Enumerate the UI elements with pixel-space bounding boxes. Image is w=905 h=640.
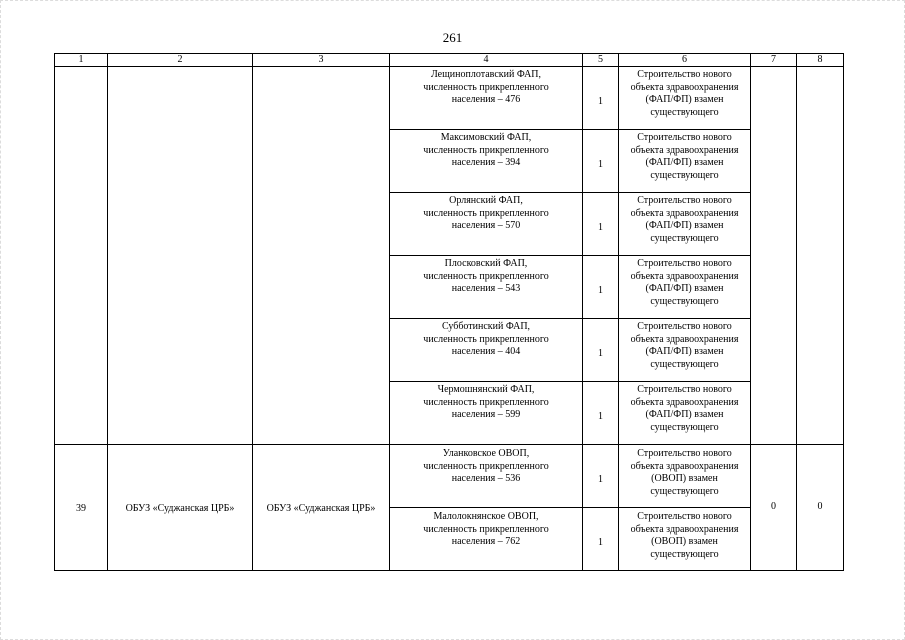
- cell-line: численность прикрепленного: [423, 207, 549, 219]
- action-cell: [619, 382, 751, 445]
- header-cell: 2: [108, 54, 253, 67]
- count-cell: 1: [583, 508, 619, 571]
- cell-line: существующего: [650, 421, 719, 433]
- col8-value-cell: 0: [797, 445, 844, 571]
- cell-line: численность прикрепленного: [423, 144, 549, 156]
- object-cell: [390, 382, 583, 445]
- table-body: [55, 54, 844, 571]
- cell-line: (ФАП/ФП) взамен: [645, 346, 724, 357]
- cell-line: Орлянский ФАП,: [449, 195, 523, 206]
- action-cell: [619, 193, 751, 256]
- cell-line: существующего: [650, 169, 719, 181]
- cell-line: существующего: [650, 548, 719, 560]
- action-cell: [619, 319, 751, 382]
- header-cell: 7: [751, 54, 797, 67]
- facilities-table: [54, 53, 844, 571]
- cell-line: (ФАП/ФП) взамен: [645, 409, 724, 420]
- cell-line: Плосковский ФАП,: [444, 258, 528, 269]
- col7-value-cell: 0: [751, 445, 797, 571]
- cell-line: Строительство нового: [637, 448, 732, 459]
- page-number: 261: [442, 30, 463, 45]
- action-cell: [619, 130, 751, 193]
- cell-line: населения – 394: [451, 157, 521, 168]
- cell-line: численность прикрепленного: [423, 523, 549, 535]
- cell-line: Лещиноплотавский ФАП,: [430, 69, 542, 80]
- count-cell: 1: [583, 256, 619, 319]
- cell-line: численность прикрепленного: [423, 333, 549, 345]
- cell-line: Строительство нового: [637, 321, 732, 332]
- object-cell: [390, 193, 583, 256]
- header-cell: 5: [583, 54, 619, 67]
- cell-line: Строительство нового: [637, 511, 732, 522]
- facility-cell: ОБУЗ «Суджанская ЦРБ»: [253, 445, 390, 571]
- count-cell: 1: [583, 67, 619, 130]
- empty-cell-col3: [253, 67, 390, 445]
- cell-line: существующего: [650, 295, 719, 307]
- cell-line: объекта здравоохранения: [630, 270, 739, 282]
- cell-line: населения – 599: [451, 409, 521, 420]
- cell-line: Субботинский ФАП,: [441, 321, 531, 332]
- object-cell: [390, 67, 583, 130]
- cell-line: объекта здравоохранения: [630, 396, 739, 408]
- cell-line: объекта здравоохранения: [630, 333, 739, 345]
- header-cell: 8: [797, 54, 844, 67]
- cell-line: объекта здравоохранения: [630, 81, 739, 93]
- empty-cell-col2: [108, 67, 253, 445]
- table-row: [55, 445, 844, 508]
- cell-line: существующего: [650, 358, 719, 370]
- cell-line: существующего: [650, 232, 719, 244]
- cell-line: существующего: [650, 485, 719, 497]
- action-cell: [619, 256, 751, 319]
- header-cell: 3: [253, 54, 390, 67]
- count-cell: 1: [583, 319, 619, 382]
- object-cell: [390, 319, 583, 382]
- cell-line: населения – 570: [451, 220, 521, 231]
- cell-line: Малолокнянское ОВОП,: [433, 511, 539, 522]
- count-cell: 1: [583, 382, 619, 445]
- count-cell: 1: [583, 445, 619, 508]
- cell-line: Строительство нового: [637, 258, 732, 269]
- cell-line: Строительство нового: [637, 69, 732, 80]
- cell-line: объекта здравоохранения: [630, 523, 739, 535]
- cell-line: Максимовский ФАП,: [440, 132, 532, 143]
- cell-line: численность прикрепленного: [423, 270, 549, 282]
- organization-cell: ОБУЗ «Суджанская ЦРБ»: [108, 445, 253, 571]
- cell-line: (ФАП/ФП) взамен: [645, 157, 724, 168]
- cell-line: численность прикрепленного: [423, 460, 549, 472]
- cell-line: Строительство нового: [637, 132, 732, 143]
- table-row: [55, 67, 844, 130]
- header-cell: 1: [55, 54, 108, 67]
- object-cell: [390, 445, 583, 508]
- cell-line: (ОВОП) взамен: [651, 473, 718, 484]
- cell-line: (ФАП/ФП) взамен: [645, 94, 724, 105]
- cell-line: Уланковское ОВОП,: [442, 448, 530, 459]
- action-cell: [619, 67, 751, 130]
- action-cell: [619, 508, 751, 571]
- object-cell: [390, 508, 583, 571]
- cell-line: (ОВОП) взамен: [651, 536, 718, 547]
- action-cell: [619, 445, 751, 508]
- cell-line: (ФАП/ФП) взамен: [645, 283, 724, 294]
- cell-line: населения – 536: [451, 473, 521, 484]
- cell-line: (ФАП/ФП) взамен: [645, 220, 724, 231]
- header-cell: 6: [619, 54, 751, 67]
- empty-cell-col7: [751, 67, 797, 445]
- empty-cell-col8: [797, 67, 844, 445]
- cell-line: существующего: [650, 106, 719, 118]
- cell-line: объекта здравоохранения: [630, 460, 739, 472]
- object-cell: [390, 130, 583, 193]
- cell-line: Строительство нового: [637, 384, 732, 395]
- header-row: [55, 54, 844, 67]
- cell-line: населения – 404: [451, 346, 521, 357]
- row-number-cell: 39: [55, 445, 108, 571]
- count-cell: 1: [583, 193, 619, 256]
- cell-line: численность прикрепленного: [423, 396, 549, 408]
- empty-cell-col1: [55, 67, 108, 445]
- cell-line: населения – 543: [451, 283, 521, 294]
- cell-line: объекта здравоохранения: [630, 207, 739, 219]
- header-cell: 4: [390, 54, 583, 67]
- cell-line: населения – 762: [451, 536, 521, 547]
- object-cell: [390, 256, 583, 319]
- cell-line: объекта здравоохранения: [630, 144, 739, 156]
- cell-line: Строительство нового: [637, 195, 732, 206]
- cell-line: Чермошнянский ФАП,: [437, 384, 535, 395]
- cell-line: численность прикрепленного: [423, 81, 549, 93]
- cell-line: населения – 476: [451, 94, 521, 105]
- count-cell: 1: [583, 130, 619, 193]
